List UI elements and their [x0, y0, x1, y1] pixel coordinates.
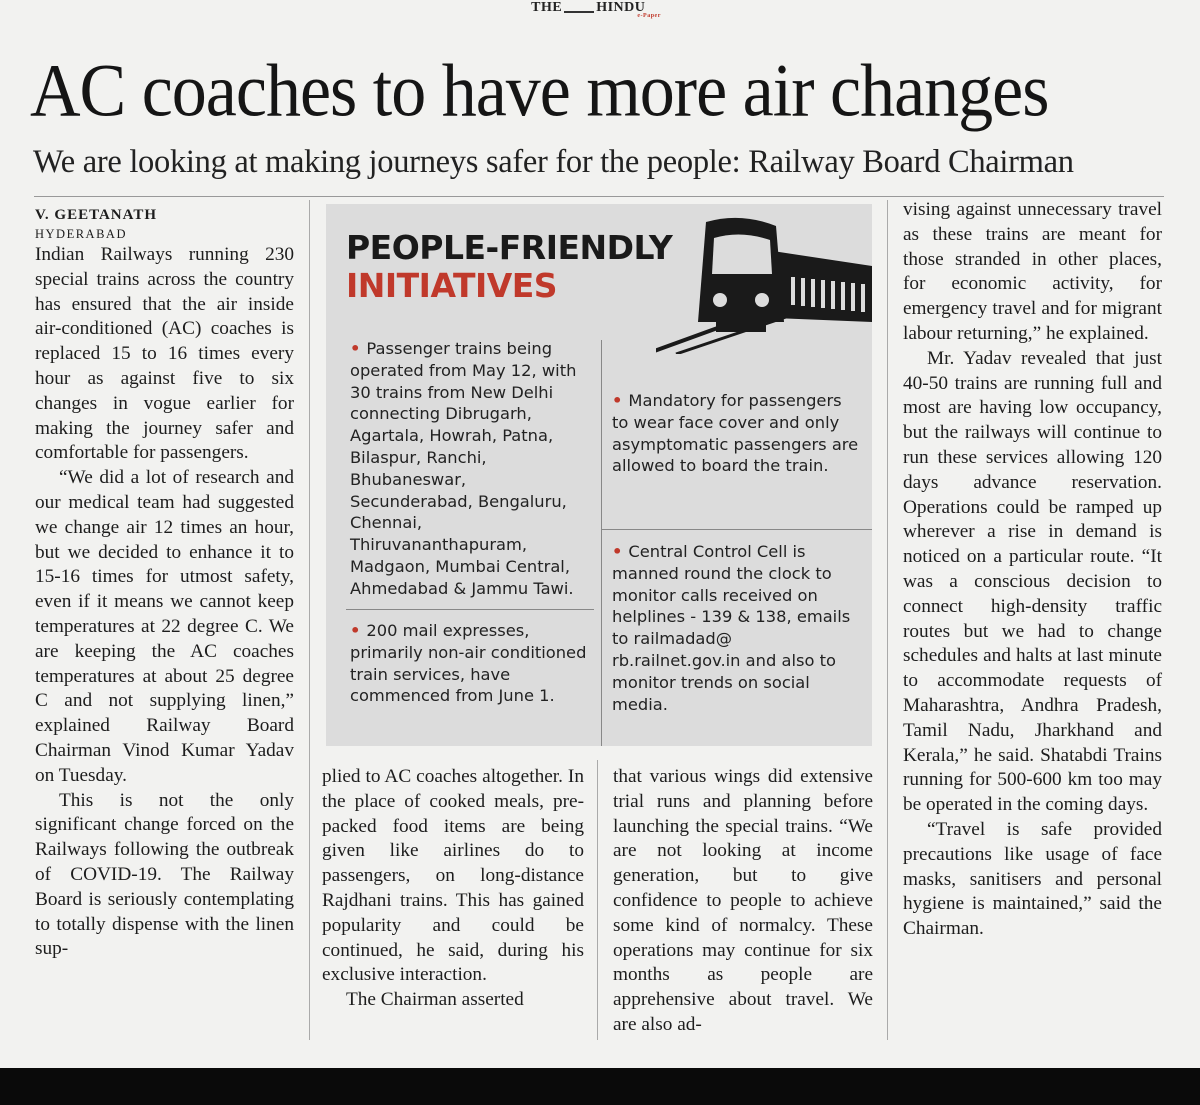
col2-paragraph-1: plied to AC coaches altogether. In the place of cooked meals, pre-packed food items are being given like airlines do to passengers, on long-distance Rajdhani trains. This has gained popularity and could be continued, he said, during his exclusive interaction.	[322, 766, 584, 986]
col4-paragraph-3: “Travel is safe provided precautions like usage of face masks, sanitisers and personal hygiene is maintained,” said the Chairman.	[903, 818, 1162, 940]
masthead-hindu: HINDU	[596, 0, 646, 15]
bullet-icon: •	[350, 339, 361, 358]
initiatives-box	[326, 204, 872, 746]
bullet-icon: •	[612, 391, 623, 410]
col2-paragraph-2: The Chairman asserted	[346, 989, 524, 1011]
box-hdivider-right	[602, 529, 872, 530]
bullet-icon: •	[612, 542, 623, 561]
train-front-icon	[656, 204, 872, 354]
initiative-item-1	[350, 338, 590, 600]
headline: AC coaches to have more air changes	[30, 49, 1049, 133]
col1-paragraph-3: This is not the only significant change forced on the Railways following the outbreak of COVID-19. The Railway Board is seriously contemplating to totally dispense with the linen sup-	[35, 789, 294, 960]
initiative-item-4-text: Central Control Cell is manned round the clock to monitor calls received on helplines - 139 & 138, emails to railmadad@ rb.railnet.gov.in and also to monitor trends on social media.	[612, 542, 851, 714]
initiative-item-4	[612, 541, 862, 715]
box-title-line-1: PEOPLE-FRIENDLY	[346, 228, 673, 267]
column-divider-3	[887, 200, 888, 1040]
deck: We are looking at making journeys safer for the people: Railway Board Chairman	[33, 144, 1074, 180]
initiative-item-2-text: 200 mail expresses, primarily non-air conditioned train services, have commenced from June 1.	[350, 621, 587, 706]
col1-paragraph-2: “We did a lot of research and our medical team had suggested we change air 12 times an hour, but we decided to enhance it to 15-16 times for utmost safety, even if it means we cannot keep temperatures at 22 degree C. We are keeping the AC coaches temperatures at about 25 degree C and not supplying linen,” explained Railway Board Chairman Vinod Kumar Yadav on Tuesday.	[35, 467, 294, 786]
column-divider-1	[309, 200, 310, 1040]
masthead-emblem-icon	[564, 2, 594, 13]
column-1	[35, 205, 294, 962]
masthead-tag: e-Paper	[637, 13, 661, 19]
initiative-item-2	[350, 620, 590, 707]
column-2	[322, 765, 584, 1013]
col4-paragraph-1: vising against unnecessary travel as these trains are meant for those stranded in other places, for economic activity, for emergency travel and for migrant labour returning,” he explained.	[903, 199, 1162, 344]
box-hdivider-left	[346, 609, 594, 610]
box-vdivider	[601, 340, 602, 746]
footer-band	[0, 1068, 1200, 1105]
column-divider-2	[597, 760, 598, 1040]
top-rule	[34, 196, 1164, 197]
col1-paragraph-1: Indian Railways running 230 special trains across the country has ensured that the air inside air-conditioned (AC) coaches is replaced 15 to 16 times every hour as against five to six changes in vogue earlier for making the journey safer and comfortable for passengers.	[35, 244, 294, 464]
box-title-line-2: INITIATIVES	[346, 266, 558, 305]
col4-paragraph-2: Mr. Yadav revealed that just 40-50 trains are running full and most are having low occupancy, but the railways will continue to run these services allowing 120 days advance reservation. Operations could be ramped up wherever a rise in demand is noticed on a particular route. “It was a conscious decision to connect high-density traffic routes but we had to change schedules and halts at last minute to accommodate requests of Maharashtra, Andhra Pradesh, Tamil Nadu, Jharkhand and Kerala,” he said. Shatabdi Trains running for 500-600 km too may be operated in the coming days.	[903, 347, 1162, 816]
masthead-the: THE	[531, 0, 563, 15]
col3-paragraph-1: that various wings did extensive trial runs and planning before launching the special trains. “We are not looking at income generation, but to give confidence to people to achieve some kind of normalcy. These operations may continue for six months as people are apprehensive about travel. We are also ad-	[613, 766, 873, 1035]
initiative-item-1-text: Passenger trains being operated from May 12, with 30 trains from New Delhi connecting Dibrugarh, Agartala, Howrah, Patna, Bilaspur, Ranchi, Bhubaneswar, Secunderabad, Bengaluru, Chennai, Thiruvananthapuram, Madgaon, Mumbai Central, Ahmedabad & Jammu Tawi.	[350, 339, 577, 598]
column-4	[903, 198, 1162, 942]
column-3	[613, 765, 873, 1038]
byline: V. GEETANATH	[35, 207, 158, 223]
dateline: HYDERABAD	[35, 227, 127, 241]
masthead	[0, 0, 1200, 19]
bullet-icon: •	[350, 621, 361, 640]
initiative-item-3-text: Mandatory for passengers to wear face cover and only asymptomatic passengers are allowed to board the train.	[612, 391, 859, 476]
initiative-item-3	[612, 390, 862, 477]
